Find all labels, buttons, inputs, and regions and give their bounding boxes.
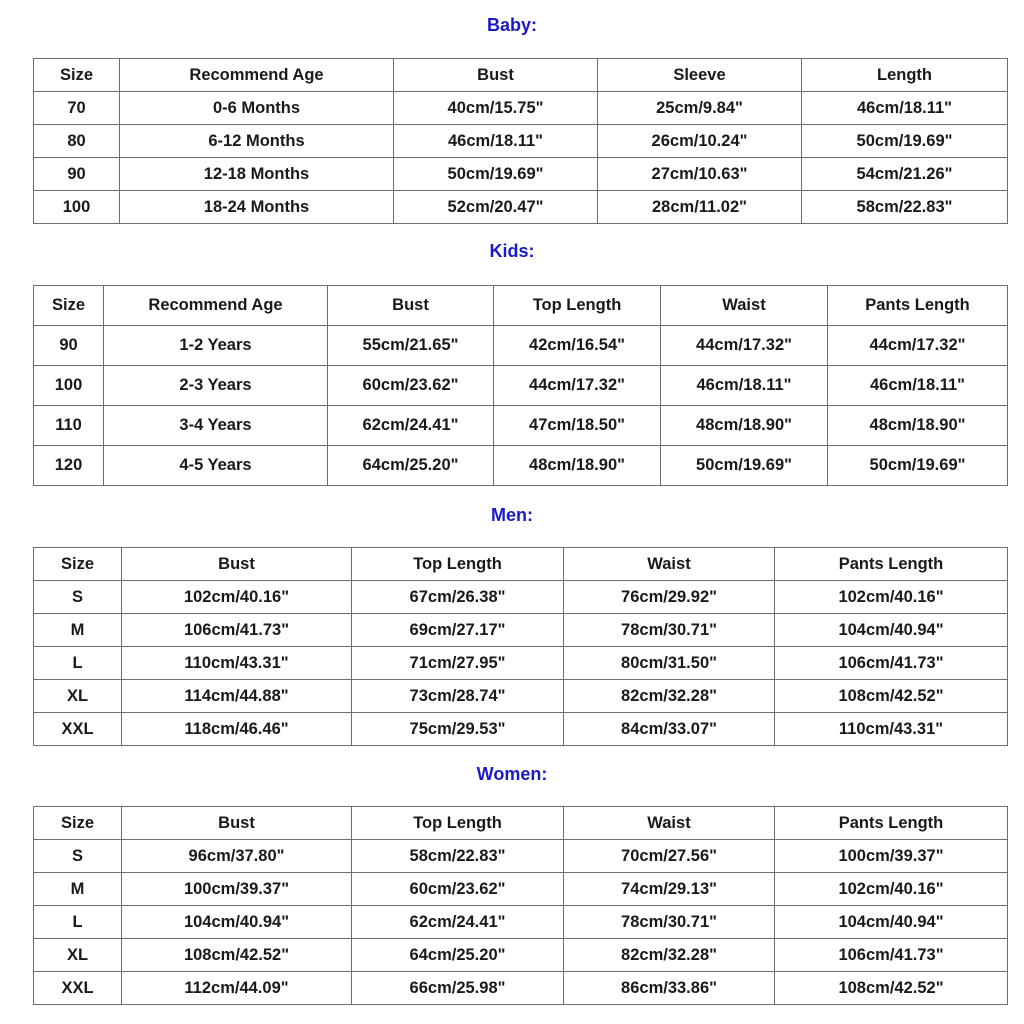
table-row [34, 972, 1008, 1005]
table-cell: 1-2 Years [104, 326, 328, 366]
header-size: Size [34, 286, 104, 326]
header-top-length: Top Length [352, 807, 564, 840]
table-cell: M [34, 614, 122, 647]
table-header-row [34, 807, 1008, 840]
table-header-row [34, 59, 1008, 92]
table-cell: 40cm/15.75" [394, 92, 598, 125]
header-length: Length [802, 59, 1008, 92]
header-pants-length: Pants Length [828, 286, 1008, 326]
header-top-length: Top Length [352, 548, 564, 581]
table-cell: 110cm/43.31" [122, 647, 352, 680]
table-row [34, 906, 1008, 939]
table-cell: 100cm/39.37" [775, 840, 1008, 873]
table-cell: 114cm/44.88" [122, 680, 352, 713]
table-row [34, 406, 1008, 446]
table-row [34, 680, 1008, 713]
table-cell: 78cm/30.71" [564, 906, 775, 939]
table-cell: 100 [34, 366, 104, 406]
table-cell: 46cm/18.11" [394, 125, 598, 158]
header-size: Size [34, 59, 120, 92]
table-cell: 110cm/43.31" [775, 713, 1008, 746]
header-bust: Bust [122, 548, 352, 581]
table-row [34, 581, 1008, 614]
table-row [34, 713, 1008, 746]
header-bust: Bust [122, 807, 352, 840]
table-cell: 62cm/24.41" [352, 906, 564, 939]
baby-size-table [33, 58, 1008, 224]
table-cell: 69cm/27.17" [352, 614, 564, 647]
table-cell: 48cm/18.90" [828, 406, 1008, 446]
table-cell: 26cm/10.24" [598, 125, 802, 158]
table-cell: 50cm/19.69" [661, 446, 828, 486]
table-cell: 84cm/33.07" [564, 713, 775, 746]
header-size: Size [34, 807, 122, 840]
table-cell: 64cm/25.20" [328, 446, 494, 486]
table-cell: 25cm/9.84" [598, 92, 802, 125]
table-cell: L [34, 647, 122, 680]
table-header-row [34, 548, 1008, 581]
table-cell: 80 [34, 125, 120, 158]
table-cell: 44cm/17.32" [828, 326, 1008, 366]
table-cell: 80cm/31.50" [564, 647, 775, 680]
table-cell: 75cm/29.53" [352, 713, 564, 746]
table-cell: 104cm/40.94" [775, 614, 1008, 647]
table-cell: 106cm/41.73" [775, 939, 1008, 972]
table-cell: 50cm/19.69" [394, 158, 598, 191]
header-waist: Waist [661, 286, 828, 326]
table-row [34, 326, 1008, 366]
table-cell: 67cm/26.38" [352, 581, 564, 614]
table-cell: 46cm/18.11" [802, 92, 1008, 125]
table-row [34, 158, 1008, 191]
table-cell: 102cm/40.16" [775, 873, 1008, 906]
table-cell: XXL [34, 972, 122, 1005]
header-pants-length: Pants Length [775, 807, 1008, 840]
header-waist: Waist [564, 807, 775, 840]
table-row [34, 446, 1008, 486]
table-cell: 70cm/27.56" [564, 840, 775, 873]
table-cell: XXL [34, 713, 122, 746]
men-size-table [33, 547, 1008, 746]
table-cell: 12-18 Months [120, 158, 394, 191]
table-cell: 118cm/46.46" [122, 713, 352, 746]
table-cell: 100cm/39.37" [122, 873, 352, 906]
table-cell: 58cm/22.83" [352, 840, 564, 873]
table-cell: 106cm/41.73" [122, 614, 352, 647]
table-cell: 120 [34, 446, 104, 486]
table-row [34, 873, 1008, 906]
kids-size-table [33, 285, 1008, 486]
table-cell: 110 [34, 406, 104, 446]
table-cell: M [34, 873, 122, 906]
table-cell: 6-12 Months [120, 125, 394, 158]
header-top-length: Top Length [494, 286, 661, 326]
table-cell: 18-24 Months [120, 191, 394, 224]
table-cell: 66cm/25.98" [352, 972, 564, 1005]
header-bust: Bust [328, 286, 494, 326]
table-cell: 102cm/40.16" [122, 581, 352, 614]
table-cell: 86cm/33.86" [564, 972, 775, 1005]
table-row [34, 939, 1008, 972]
table-cell: 48cm/18.90" [494, 446, 661, 486]
men-section-title: Men: [491, 505, 533, 525]
table-cell: 46cm/18.11" [828, 366, 1008, 406]
table-row [34, 366, 1008, 406]
table-row [34, 840, 1008, 873]
table-cell: 82cm/32.28" [564, 939, 775, 972]
table-cell: 106cm/41.73" [775, 647, 1008, 680]
table-cell: 58cm/22.83" [802, 191, 1008, 224]
table-cell: 108cm/42.52" [775, 680, 1008, 713]
table-cell: 100 [34, 191, 120, 224]
table-cell: L [34, 906, 122, 939]
table-cell: 90 [34, 326, 104, 366]
table-cell: 44cm/17.32" [494, 366, 661, 406]
table-cell: 4-5 Years [104, 446, 328, 486]
header-pants-length: Pants Length [775, 548, 1008, 581]
table-cell: 108cm/42.52" [122, 939, 352, 972]
table-cell: 108cm/42.52" [775, 972, 1008, 1005]
baby-section-title: Baby: [486, 15, 537, 35]
table-cell: 112cm/44.09" [122, 972, 352, 1005]
table-cell: XL [34, 680, 122, 713]
table-cell: 96cm/37.80" [122, 840, 352, 873]
table-cell: XL [34, 939, 122, 972]
table-cell: 42cm/16.54" [494, 326, 661, 366]
table-cell: 48cm/18.90" [661, 406, 828, 446]
table-cell: 60cm/23.62" [328, 366, 494, 406]
table-cell: 64cm/25.20" [352, 939, 564, 972]
table-cell: 82cm/32.28" [564, 680, 775, 713]
header-size: Size [34, 548, 122, 581]
table-row [34, 647, 1008, 680]
table-cell: 78cm/30.71" [564, 614, 775, 647]
header-recommend-age: Recommend Age [120, 59, 394, 92]
table-cell: 52cm/20.47" [394, 191, 598, 224]
women-section-title: Women: [476, 764, 548, 784]
table-cell: 44cm/17.32" [661, 326, 828, 366]
table-cell: 104cm/40.94" [775, 906, 1008, 939]
table-cell: 50cm/19.69" [802, 125, 1008, 158]
table-cell: 0-6 Months [120, 92, 394, 125]
table-cell: 27cm/10.63" [598, 158, 802, 191]
table-cell: 76cm/29.92" [564, 581, 775, 614]
table-row [34, 125, 1008, 158]
table-cell: 47cm/18.50" [494, 406, 661, 446]
table-cell: 3-4 Years [104, 406, 328, 446]
table-cell: 71cm/27.95" [352, 647, 564, 680]
table-row [34, 191, 1008, 224]
table-cell: 2-3 Years [104, 366, 328, 406]
table-cell: 62cm/24.41" [328, 406, 494, 446]
table-cell: 74cm/29.13" [564, 873, 775, 906]
table-cell: 104cm/40.94" [122, 906, 352, 939]
table-cell: 102cm/40.16" [775, 581, 1008, 614]
table-cell: 54cm/21.26" [802, 158, 1008, 191]
table-cell: 90 [34, 158, 120, 191]
table-row [34, 92, 1008, 125]
header-bust: Bust [394, 59, 598, 92]
header-sleeve: Sleeve [598, 59, 802, 92]
table-cell: 50cm/19.69" [828, 446, 1008, 486]
table-header-row [34, 286, 1008, 326]
table-cell: 70 [34, 92, 120, 125]
header-recommend-age: Recommend Age [104, 286, 328, 326]
table-row [34, 614, 1008, 647]
kids-section-title: Kids: [489, 241, 535, 261]
table-cell: 55cm/21.65" [328, 326, 494, 366]
table-cell: S [34, 581, 122, 614]
table-cell: 73cm/28.74" [352, 680, 564, 713]
header-waist: Waist [564, 548, 775, 581]
table-cell: 28cm/11.02" [598, 191, 802, 224]
women-size-table [33, 806, 1008, 1005]
table-cell: S [34, 840, 122, 873]
table-cell: 60cm/23.62" [352, 873, 564, 906]
table-cell: 46cm/18.11" [661, 366, 828, 406]
